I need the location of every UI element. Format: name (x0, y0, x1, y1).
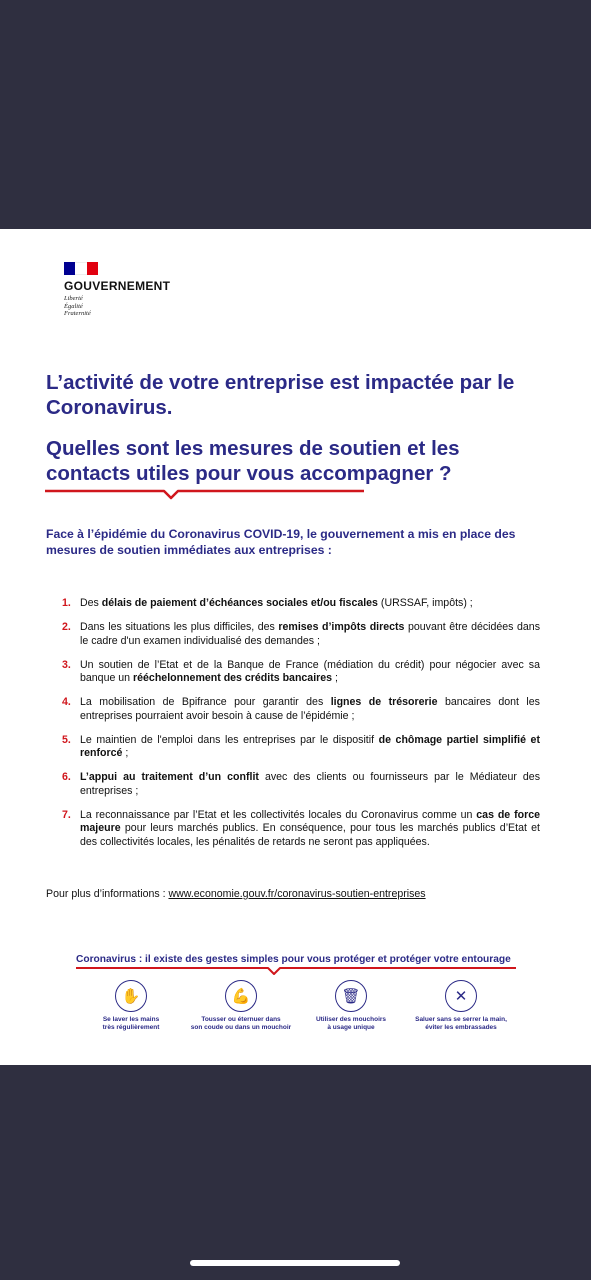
gesture-item (186, 980, 296, 1032)
list-item: 6. L’appui au traitement d’un conflit avec des clients ou fournisseurs par le Médiateur des entreprises ; (62, 771, 540, 797)
banner-title: Coronavirus : il existe des gestes simples pour vous protéger et protéger votre entourage (76, 954, 511, 965)
speech-underline-decoration (44, 485, 366, 501)
hand-washing-icon: ✋ (115, 980, 147, 1012)
measures-list (60, 597, 540, 860)
more-info (46, 888, 426, 900)
list-item: 4. La mobilisation de Bpifrance pour garantir des lignes de trésorerie bancaires dont les entreprises pourraient avoir besoin à cause de l’épidémie ; (62, 696, 540, 722)
gestures-banner (76, 954, 516, 1032)
gesture-caption: Utiliser des mouchoirs à usage unique (315, 1016, 387, 1031)
government-logo (64, 262, 170, 318)
banner-underline-decoration (76, 966, 516, 976)
list-item: 3. Un soutien de l’Etat et de la Banque de France (médiation du crédit) pour négocier avec sa banque un rééchelonnement des crédits bancaires ; (62, 658, 540, 684)
intro-text: Face à l’épidémie du Coronavirus COVID-19, le gouvernement a mis en place des mesures de soutien immédiates aux entreprises : (46, 527, 516, 557)
list-item: 7. La reconnaissance par l’Etat et les collectivités locales du Coronavirus comme un cas de force majeure pour leurs marchés publics. En conséquence, pour tous les marchés publics d’Etat et des collectivités locales, les pénalités de retards ne seront pas appliquées. (62, 808, 540, 848)
no-handshake-icon: ✕ (445, 980, 477, 1012)
list-item: 2. Dans les situations les plus difficiles, des remises d’impôts directs pouvant être décidées dans le cadre d'un examen individualisé des demandes ; (62, 621, 541, 647)
home-indicator[interactable] (190, 1260, 400, 1266)
document-page (0, 229, 591, 1065)
gestures-row (76, 980, 516, 1032)
gesture-caption: Se laver les mains très régulièrement (102, 1016, 160, 1031)
page-subtitle: Quelles sont les mesures de soutien et les contacts utiles pour vous accompagner ? (46, 437, 460, 485)
cough-elbow-icon: 💪 (225, 980, 257, 1012)
gesture-item (296, 980, 406, 1032)
gesture-item (76, 980, 186, 1032)
list-item: 1. Des délais de paiement d’échéances sociales et/ou fiscales (URSSAF, impôts) ; (62, 597, 473, 609)
page-title: L’activité de votre entreprise est impactée par le Coronavirus. (46, 371, 515, 419)
tissue-icon: 🗑 (335, 980, 367, 1012)
gesture-caption: Tousser ou éternuer dans son coude ou dans un mouchoir (190, 1016, 292, 1031)
government-motto: Liberté Égalité Fraternité (64, 295, 91, 317)
more-info-link[interactable]: www.economie.gouv.fr/coronavirus-soutien-entreprises (168, 888, 426, 900)
gesture-item (406, 980, 516, 1032)
list-item: 5. Le maintien de l'emploi dans les entreprises par le dispositif de chômage partiel simplifié et renforcé ; (62, 733, 540, 759)
government-name: GOUVERNEMENT (64, 279, 171, 293)
more-info-label: Pour plus d’informations : (46, 888, 169, 900)
french-flag-icon (64, 262, 98, 275)
gesture-caption: Saluer sans se serrer la main, éviter les embrassades (415, 1016, 507, 1031)
